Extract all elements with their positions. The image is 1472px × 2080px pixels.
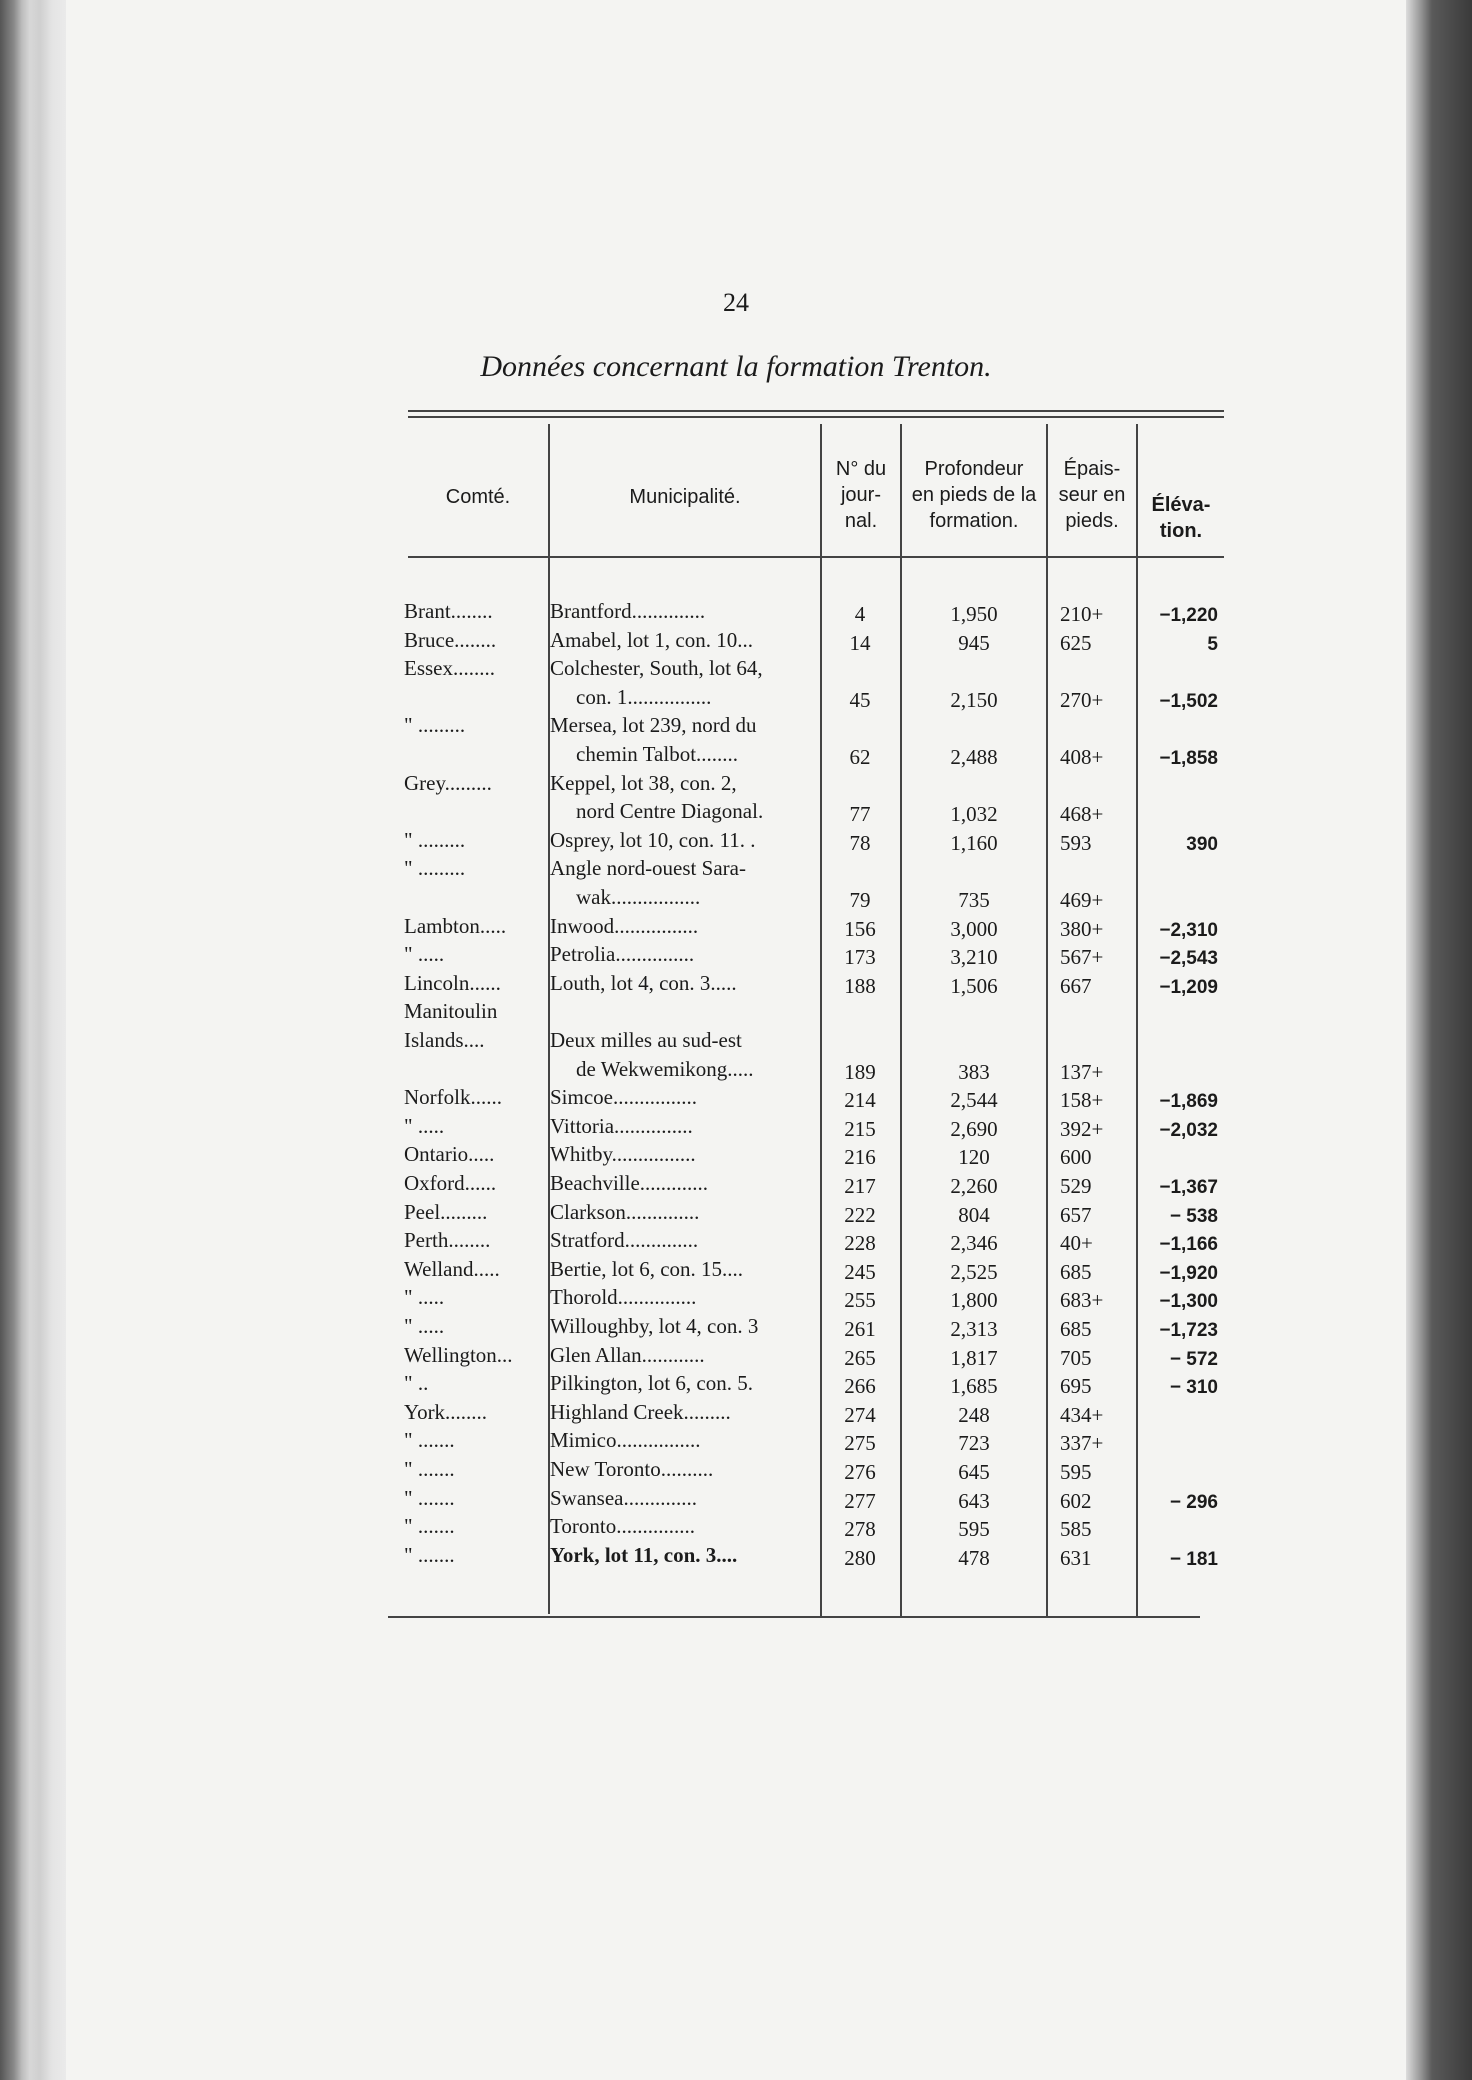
cell-epaisseur: 210+ (1060, 602, 1104, 626)
cell-journal: 45 (849, 687, 871, 712)
cell-comte: Norfolk...... (404, 1085, 502, 1110)
cell-profondeur: 1,685 (950, 1374, 998, 1399)
cell-journal: 77 (849, 802, 871, 827)
cell-journal: 79 (849, 888, 871, 912)
cell-municipalite: Simcoe................ (550, 1085, 697, 1110)
cell-municipalite: Brantford.............. (550, 599, 706, 623)
cell-profondeur: 2,313 (950, 1317, 998, 1341)
cell-epaisseur: 270+ (1060, 687, 1104, 712)
cell-profondeur: 383 (958, 1059, 990, 1084)
cell-journal: 278 (844, 1517, 876, 1542)
cell-profondeur: 643 (958, 1488, 990, 1513)
cell-municipalite: Toronto............... (550, 1514, 695, 1539)
header-journal-line: N° du (835, 458, 887, 480)
cell-municipalite: wak................. (576, 885, 701, 909)
bottom-rule (388, 1616, 1200, 1618)
cell-municipalite: Angle nord-ouest Sara- (550, 856, 746, 881)
cell-epaisseur: 380+ (1060, 916, 1104, 941)
cell-comte: Brant........ (404, 599, 493, 623)
cell-profondeur: 735 (958, 888, 990, 912)
cell-elevation: −1,220 (1159, 605, 1218, 626)
cell-municipalite: Osprey, lot 10, con. 11. . (550, 827, 756, 852)
top-rule (408, 410, 1224, 412)
cell-epaisseur: 595 (1060, 1460, 1092, 1484)
cell-elevation: − 181 (1169, 1548, 1218, 1570)
cell-journal: 245 (844, 1259, 876, 1284)
cell-profondeur: 1,950 (950, 602, 998, 626)
cell-comte: " ..... (404, 1113, 445, 1138)
cell-municipalite: Pilkington, lot 6, con. 5. (550, 1371, 754, 1396)
cell-elevation: − 572 (1169, 1348, 1218, 1370)
cell-profondeur: 945 (958, 630, 990, 655)
cell-municipalite: con. 1................ (576, 684, 712, 709)
cell-profondeur: 120 (958, 1145, 990, 1170)
cell-comte: Lambton..... (404, 913, 507, 938)
cell-journal: 14 (849, 630, 871, 655)
cell-comte: Islands.... (404, 1028, 485, 1052)
cell-epaisseur: 685 (1060, 1317, 1092, 1341)
cell-journal: 214 (844, 1088, 876, 1113)
cell-epaisseur: 408+ (1060, 745, 1104, 769)
cell-elevation: − 296 (1169, 1491, 1218, 1513)
cell-municipalite: Mimico................ (550, 1428, 701, 1453)
cell-municipalite: Swansea.............. (550, 1485, 697, 1510)
cell-journal: 215 (844, 1116, 876, 1141)
cell-municipalite: Beachville............. (550, 1171, 709, 1195)
cell-profondeur: 2,346 (950, 1231, 998, 1256)
cell-epaisseur: 705 (1060, 1345, 1092, 1370)
cell-municipalite: Vittoria............... (550, 1113, 693, 1138)
cell-elevation: 5 (1207, 633, 1218, 655)
cell-comte: Bruce........ (404, 627, 497, 652)
cell-comte: Essex........ (404, 656, 495, 681)
cell-municipalite: Deux milles au sud-est (550, 1028, 742, 1052)
cell-profondeur: 2,690 (950, 1116, 998, 1141)
header-epaisseur-line: seur en (1058, 484, 1126, 506)
cell-profondeur: 1,506 (950, 973, 998, 998)
header-comte: Comté. (445, 486, 511, 508)
cell-comte: " .. (404, 1371, 429, 1396)
cell-journal: 4 (854, 602, 866, 626)
cell-epaisseur: 667 (1060, 973, 1092, 998)
cell-profondeur: 3,000 (950, 916, 998, 941)
cell-epaisseur: 600 (1060, 1145, 1092, 1170)
cell-journal: 216 (844, 1145, 876, 1170)
cell-municipalite: Keppel, lot 38, con. 2, (550, 770, 737, 795)
header-journal-line: jour- (840, 484, 881, 506)
cell-epaisseur: 468+ (1060, 802, 1104, 827)
cell-comte: Perth........ (404, 1228, 491, 1253)
cell-epaisseur: 529 (1060, 1174, 1092, 1198)
cell-journal: 266 (844, 1374, 876, 1399)
cell-epaisseur: 337+ (1060, 1431, 1104, 1456)
cell-comte: " ....... (404, 1457, 455, 1481)
cell-journal: 156 (844, 916, 876, 941)
cell-elevation: −1,858 (1159, 748, 1218, 769)
cell-municipalite: Whitby................ (550, 1142, 696, 1167)
cell-municipalite: Thorold............... (550, 1285, 697, 1310)
cell-epaisseur: 631 (1060, 1545, 1092, 1570)
cell-comte: " ....... (404, 1485, 455, 1510)
cell-comte: Wellington... (404, 1342, 513, 1367)
header-elevation-line: Éléva- (1151, 494, 1211, 516)
header-profondeur-line: formation. (929, 510, 1019, 532)
cell-epaisseur: 625 (1060, 630, 1092, 655)
cell-elevation: − 310 (1169, 1377, 1218, 1399)
header-epaisseur-line: pieds. (1065, 510, 1119, 532)
cell-municipalite: Petrolia............... (550, 942, 695, 967)
cell-municipalite: de Wekwemikong..... (576, 1056, 754, 1081)
cell-municipalite: Bertie, lot 6, con. 15.... (550, 1256, 744, 1281)
cell-municipalite: Inwood................ (550, 913, 699, 938)
cell-epaisseur: 683+ (1060, 1288, 1104, 1313)
cell-elevation: 390 (1186, 833, 1218, 855)
cell-journal: 274 (844, 1402, 876, 1427)
cell-epaisseur: 469+ (1060, 888, 1104, 912)
cell-profondeur: 1,032 (950, 802, 998, 827)
cell-municipalite: Mersea, lot 239, nord du (550, 713, 757, 738)
cell-comte: Peel......... (404, 1199, 488, 1224)
cell-epaisseur: 657 (1060, 1202, 1092, 1227)
cell-profondeur: 3,210 (950, 945, 998, 970)
header-journal (822, 456, 900, 534)
cell-journal: 217 (844, 1174, 876, 1198)
cell-municipalite: Louth, lot 4, con. 3..... (550, 970, 737, 995)
cell-comte: " ....... (404, 1428, 455, 1453)
cell-elevation: −1,209 (1159, 976, 1218, 998)
cell-epaisseur: 695 (1060, 1374, 1092, 1399)
cell-comte: " ..... (404, 1285, 445, 1310)
cell-profondeur: 1,817 (950, 1345, 998, 1370)
cell-elevation: −2,032 (1159, 1119, 1218, 1141)
cell-elevation: −1,367 (1159, 1177, 1218, 1198)
cell-profondeur: 723 (958, 1431, 990, 1456)
header-municipalite: Municipalité. (629, 486, 741, 508)
cell-journal: 173 (844, 945, 876, 970)
header-journal-line: nal. (844, 510, 878, 532)
cell-journal: 276 (844, 1460, 876, 1484)
cell-profondeur: 478 (958, 1545, 990, 1570)
header-elevation-line: tion. (1159, 520, 1203, 542)
cell-journal: 62 (849, 745, 871, 769)
cell-municipalite: nord Centre Diagonal. (576, 799, 764, 824)
cell-profondeur: 645 (958, 1460, 990, 1484)
cell-municipalite: Highland Creek......... (550, 1399, 731, 1424)
cell-elevation: −1,920 (1159, 1262, 1218, 1284)
cell-epaisseur: 585 (1060, 1517, 1092, 1542)
cell-profondeur: 1,800 (950, 1288, 998, 1313)
cell-journal: 78 (849, 830, 871, 855)
col-line-3 (900, 424, 902, 1618)
cell-profondeur: 595 (958, 1517, 990, 1542)
cell-municipalite: York, lot 11, con. 3.... (550, 1542, 738, 1567)
cell-journal: 261 (844, 1317, 876, 1341)
cell-municipalite: Glen Allan............ (550, 1342, 705, 1367)
page-number: 24 (723, 288, 749, 317)
cell-profondeur: 2,525 (950, 1259, 998, 1284)
cell-epaisseur: 567+ (1060, 945, 1104, 970)
cell-journal: 265 (844, 1345, 876, 1370)
cell-epaisseur: 392+ (1060, 1116, 1104, 1141)
cell-municipalite: Amabel, lot 1, con. 10... (550, 627, 753, 652)
col-line-4 (1046, 424, 1048, 1618)
col-line-2 (820, 424, 822, 1618)
header-profondeur-line: en pieds de la (911, 484, 1037, 506)
cell-profondeur: 2,488 (950, 745, 998, 769)
cell-journal: 277 (844, 1488, 876, 1513)
header-rule (408, 556, 1224, 558)
cell-comte: " ....... (404, 1542, 455, 1567)
cell-comte: Oxford...... (404, 1171, 497, 1195)
top-rule-2 (408, 416, 1224, 418)
header-profondeur (902, 456, 1046, 534)
cell-comte: " ....... (404, 1514, 455, 1539)
cell-profondeur: 248 (958, 1402, 990, 1427)
cell-comte: " ......... (404, 856, 466, 881)
header-epaisseur (1048, 456, 1136, 534)
cell-comte: " ......... (404, 827, 466, 852)
header-epaisseur-line: Épais- (1063, 458, 1121, 480)
cell-journal: 228 (844, 1231, 876, 1256)
header-profondeur-line: Profondeur (924, 458, 1024, 480)
cell-comte: Grey......... (404, 770, 492, 795)
cell-journal: 189 (844, 1059, 876, 1084)
cell-comte: Manitoulin (404, 999, 498, 1024)
cell-profondeur: 2,260 (950, 1174, 998, 1198)
cell-comte: " ..... (404, 942, 445, 967)
cell-municipalite: Willoughby, lot 4, con. 3 (550, 1314, 759, 1338)
cell-comte: " ......... (404, 713, 466, 738)
cell-elevation: − 538 (1169, 1205, 1218, 1227)
cell-profondeur: 804 (958, 1202, 990, 1227)
cell-municipalite: Clarkson.............. (550, 1199, 700, 1224)
cell-profondeur: 2,544 (950, 1088, 998, 1113)
table-title: Données concernant la formation Trenton. (480, 350, 992, 383)
cell-epaisseur: 158+ (1060, 1088, 1104, 1113)
cell-municipalite: Stratford.............. (550, 1228, 699, 1253)
cell-municipalite: Colchester, South, lot 64, (550, 656, 763, 681)
cell-epaisseur: 434+ (1060, 1402, 1104, 1427)
cell-profondeur: 1,160 (950, 830, 998, 855)
cell-elevation: −1,869 (1159, 1091, 1218, 1113)
cell-comte: Ontario..... (404, 1142, 495, 1167)
cell-elevation: −2,310 (1159, 919, 1218, 941)
cell-epaisseur: 593 (1060, 830, 1092, 855)
cell-epaisseur: 602 (1060, 1488, 1092, 1513)
cell-profondeur: 2,150 (950, 687, 998, 712)
cell-journal: 255 (844, 1288, 876, 1313)
header-elevation (1138, 492, 1224, 544)
cell-comte: " ..... (404, 1314, 445, 1338)
cell-journal: 188 (844, 973, 876, 998)
cell-elevation: −2,543 (1159, 948, 1218, 970)
cell-comte: Welland..... (404, 1256, 500, 1281)
cell-elevation: −1,166 (1159, 1234, 1218, 1256)
cell-journal: 222 (844, 1202, 876, 1227)
cell-comte: York........ (404, 1399, 488, 1424)
cell-journal: 275 (844, 1431, 876, 1456)
cell-epaisseur: 40+ (1060, 1231, 1093, 1256)
cell-elevation: −1,723 (1159, 1320, 1218, 1341)
cell-elevation: −1,300 (1159, 1291, 1218, 1313)
cell-epaisseur: 685 (1060, 1259, 1092, 1284)
cell-municipalite: chemin Talbot........ (576, 742, 739, 766)
cell-epaisseur: 137+ (1060, 1059, 1104, 1084)
cell-elevation: −1,502 (1159, 690, 1218, 712)
cell-comte: Lincoln...... (404, 970, 501, 995)
cell-journal: 280 (844, 1545, 876, 1570)
cell-municipalite: New Toronto.......... (550, 1457, 714, 1481)
